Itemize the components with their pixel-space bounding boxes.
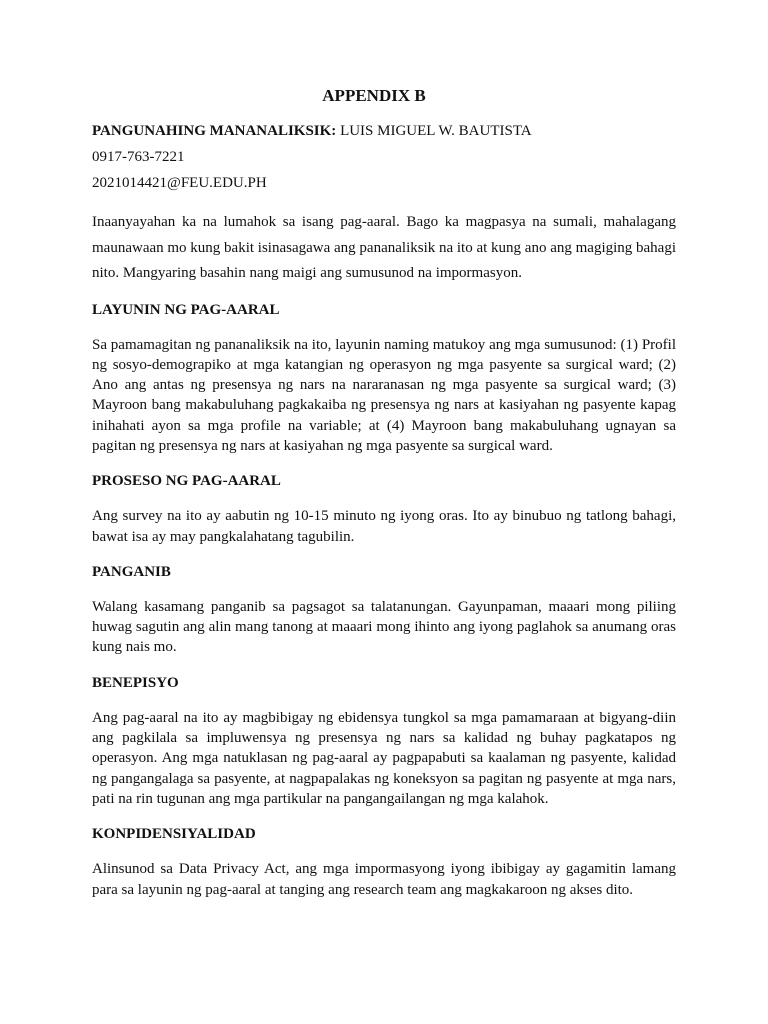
section-body-layunin: Sa pamamagitan ng pananaliksik na ito, layunin naming matukoy ang mga sumusunod: (1) Profil ng sosyo-demograpiko at mga katangian ng operasyon ng mga pasyente sa surgical ward; (2) Ano ang antas ng presensya ng nars na nararanasan ng mga pasyente sa surgical ward; (3) Mayroon bang makabuluhang pagkakaiba ng presensya ng nars at kasiyahan ng pasyente kapag inihahati ayon sa mga profile na variable; at (4) Mayroon bang makabuluhang ugnayan sa pagitan ng presensya ng nars at kasiyahan ng mga pasyente sa surgical ward. (92, 336, 676, 454)
section-body-panganib: Walang kasamang panganib sa pagsagot sa talatanungan. Gayunpaman, maaari mong piliing huwag sagutin ang alin mang tanong at maaari mong ihinto ang iyong paglahok sa anumang oras kung nais mo. (92, 598, 676, 656)
section-heading-layunin: LAYUNIN NG PAG-AARAL (92, 301, 280, 318)
section-body-proseso: Ang survey na ito ay aabutin ng 10-15 minuto ng iyong oras. Ito ay binubuo ng tatlong bahagi, bawat isa ay may pangkalahatang tagubilin. (92, 508, 676, 545)
document-page (92, 86, 676, 916)
researcher-name: LUIS MIGUEL W. BAUTISTA (340, 123, 532, 139)
section-heading-proseso: PROSESO NG PAG-AARAL (92, 473, 281, 490)
document-title: APPENDIX B (322, 86, 426, 105)
intro-paragraph: Inaanyayahan ka na lumahok sa isang pag-aaral. Bago ka magpasya na sumali, mahalagang maunawaan mo kung bakit isinasagawa ang pananaliksik na ito at kung ano ang magiging bahagi nito. Mangyaring basahin nang maigi ang sumusunod na impormasyon. (92, 214, 677, 281)
researcher-label: PANGUNAHING MANANALIKSIK: (92, 123, 337, 139)
researcher-phone: 0917-763-7221 (92, 149, 185, 165)
researcher-email: 2021014421@FEU.EDU.PH (92, 175, 267, 191)
researcher-line (92, 122, 676, 140)
section-body-benepisyo: Ang pag-aaral na ito ay magbibigay ng ebidensya tungkol sa mga pamamaraan at bigyang-diin ang pagkilala sa impluwensya ng presensya ng nars sa kalidad ng buhay pagkatapos ng operasyon. Ang mga natuklasan ng pag-aaral ay pagpapabuti sa kaalaman ng pasyente, kalidad ng pangangalaga sa pasyente, at nagpapalakas ng koneksyon sa pagitan ng pasyente at mga nars, pati na rin tugunan ang mga partikular na pangangailangan ng mga kalahok. (92, 709, 676, 807)
section-body-konpidensiyalidad: Alinsunod sa Data Privacy Act, ang mga impormasyong iyong ibibigay ay gagamitin lamang para sa layunin ng pag-aaral at tanging ang research team ang magkakaroon ng akses dito. (92, 861, 676, 898)
section-heading-konpidensiyalidad: KONPIDENSIYALIDAD (92, 826, 256, 843)
section-heading-panganib: PANGANIB (92, 563, 171, 580)
section-heading-benepisyo: BENEPISYO (92, 674, 179, 691)
